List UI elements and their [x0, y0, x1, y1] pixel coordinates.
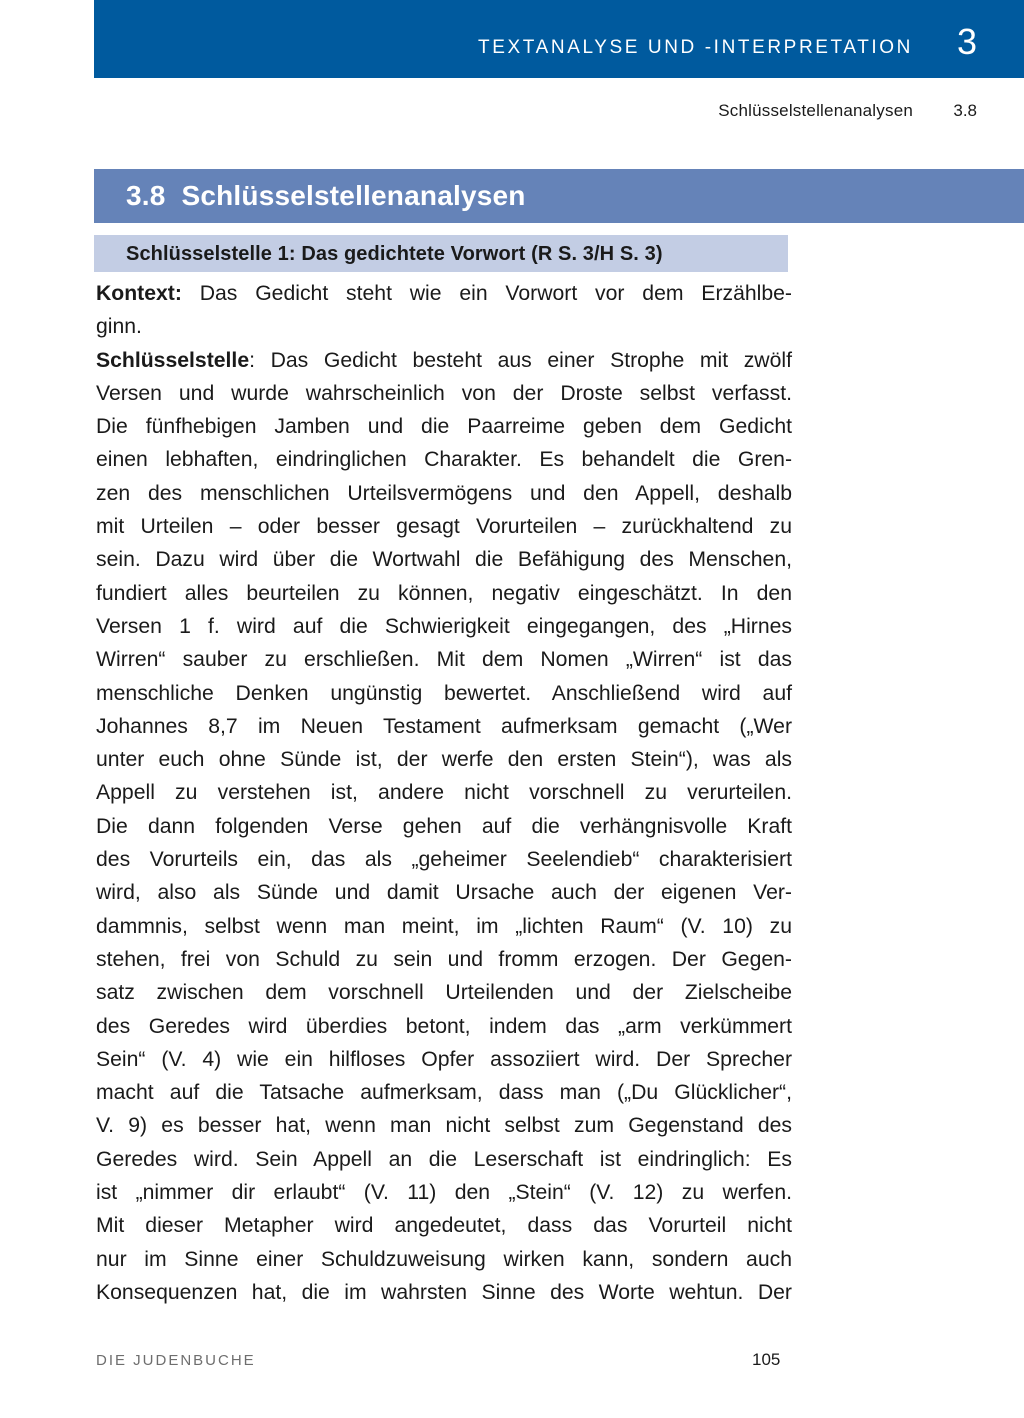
text-line: dammnis, selbst wenn man meint, im „lichten Raum“ (V. 10) zu — [96, 914, 792, 938]
page-number: 105 — [752, 1350, 781, 1369]
text-line: unter euch ohne Sünde ist, der werfe den ersten Stein“), was als — [96, 748, 792, 772]
text-line: menschliche Denken ungünstig bewertet. Anschließend wird auf — [96, 681, 792, 705]
text-line: Wirren“ sauber zu erschließen. Mit dem Nomen „Wirren“ ist das — [96, 648, 792, 672]
schluesselstelle-label: Schlüsselstelle — [96, 348, 250, 372]
text-line: Geredes wird. Sein Appell an die Leserschaft ist eindringlich: Es — [96, 1147, 792, 1171]
text-line: wird, also als Sünde und damit Ursache auch der eigenen Ver- — [96, 881, 792, 905]
text-line: mit Urteilen – oder besser gesagt Vorurteilen – zurückhaltend zu — [96, 515, 792, 539]
text-line: zen des menschlichen Urteilsvermögens und den Appell, deshalb — [96, 481, 792, 505]
text-line: des Geredes wird überdies betont, indem das „arm verkümmert — [96, 1014, 792, 1038]
text-line: macht auf die Tatsache aufmerksam, dass man („Du Glücklicher“, — [96, 1081, 792, 1105]
text-line: des Vorurteils ein, das als „geheimer Seelendieb“ charakterisiert — [96, 848, 792, 872]
text-line: stehen, frei von Schuld zu sein und fromm erzogen. Der Gegen- — [96, 947, 792, 971]
subsection-title: Schlüsselstelle 1: Das gedichtete Vorwort (R S. 3/H S. 3) — [126, 243, 663, 265]
text-line — [96, 277, 792, 310]
text-line: Konsequenzen hat, die im wahrsten Sinne des Worte wehtun. Der — [96, 1280, 792, 1304]
text-line — [96, 344, 792, 377]
text-line: sein. Dazu wird über die Wortwahl die Befähigung des Menschen, — [96, 548, 792, 572]
text-line: ginn. — [96, 315, 142, 339]
text-line: nur im Sinne einer Schuldzuweisung wirken kann, sondern auch — [96, 1247, 792, 1271]
text-line: Johannes 8,7 im Neuen Testament aufmerksam gemacht („Wer — [96, 714, 792, 738]
text-line: satz zwischen dem vorschnell Urteilenden und der Zielscheibe — [96, 981, 792, 1005]
text-line: V. 9) es besser hat, wenn man nicht selbst zum Gegenstand des — [96, 1114, 792, 1138]
text-line: Appell zu verstehen ist, andere nicht vorschnell zu verurteilen. — [96, 781, 792, 805]
subsection-heading-box — [94, 235, 788, 272]
text-line: ist „nimmer dir erlaubt“ (V. 11) den „Stein“ (V. 12) zu werfen. — [96, 1181, 792, 1205]
kontext-label: Kontext: — [96, 282, 182, 305]
text-line: Sein“ (V. 4) wie ein hilfloses Opfer assoziiert wird. Der Sprecher — [96, 1047, 792, 1071]
text-span: Das Gedicht steht wie ein Vorwort vor dem Erzählbe- — [181, 282, 792, 305]
running-section-number: 3.8 — [953, 101, 977, 120]
chapter-title: TEXTANALYSE UND -INTERPRETATION — [478, 37, 913, 58]
body-text — [96, 277, 792, 1309]
text-line: Versen 1 f. wird auf die Schwierigkeit eingegangen, des „Hirnes — [96, 614, 792, 638]
text-line: Die fünfhebigen Jamben und die Paarreime geben dem Gedicht — [96, 415, 792, 439]
text-line: Mit dieser Metapher wird angedeutet, dass das Vorurteil nicht — [96, 1214, 792, 1238]
text-line: Die dann folgenden Verse gehen auf die verhängnisvolle Kraft — [96, 814, 792, 838]
footer-book-title: DIE JUDENBUCHE — [96, 1352, 256, 1369]
text-line: fundiert alles beurteilen zu können, negativ eingeschätzt. In den — [96, 581, 792, 605]
chapter-number: 3 — [956, 21, 977, 62]
section-heading-bar — [94, 169, 1024, 223]
text-line: Versen und wurde wahrscheinlich von der Droste selbst verfasst. — [96, 381, 792, 405]
text-line: einen lebhaften, eindringlichen Charakter. Es behandelt die Gren- — [96, 448, 792, 472]
section-title: 3.8 Schlüsselstellenanalysen — [126, 180, 526, 211]
text-span: : Das Gedicht besteht aus einer Strophe mit zwölf — [249, 348, 792, 372]
running-head: Schlüsselstellenanalysen — [718, 101, 913, 120]
